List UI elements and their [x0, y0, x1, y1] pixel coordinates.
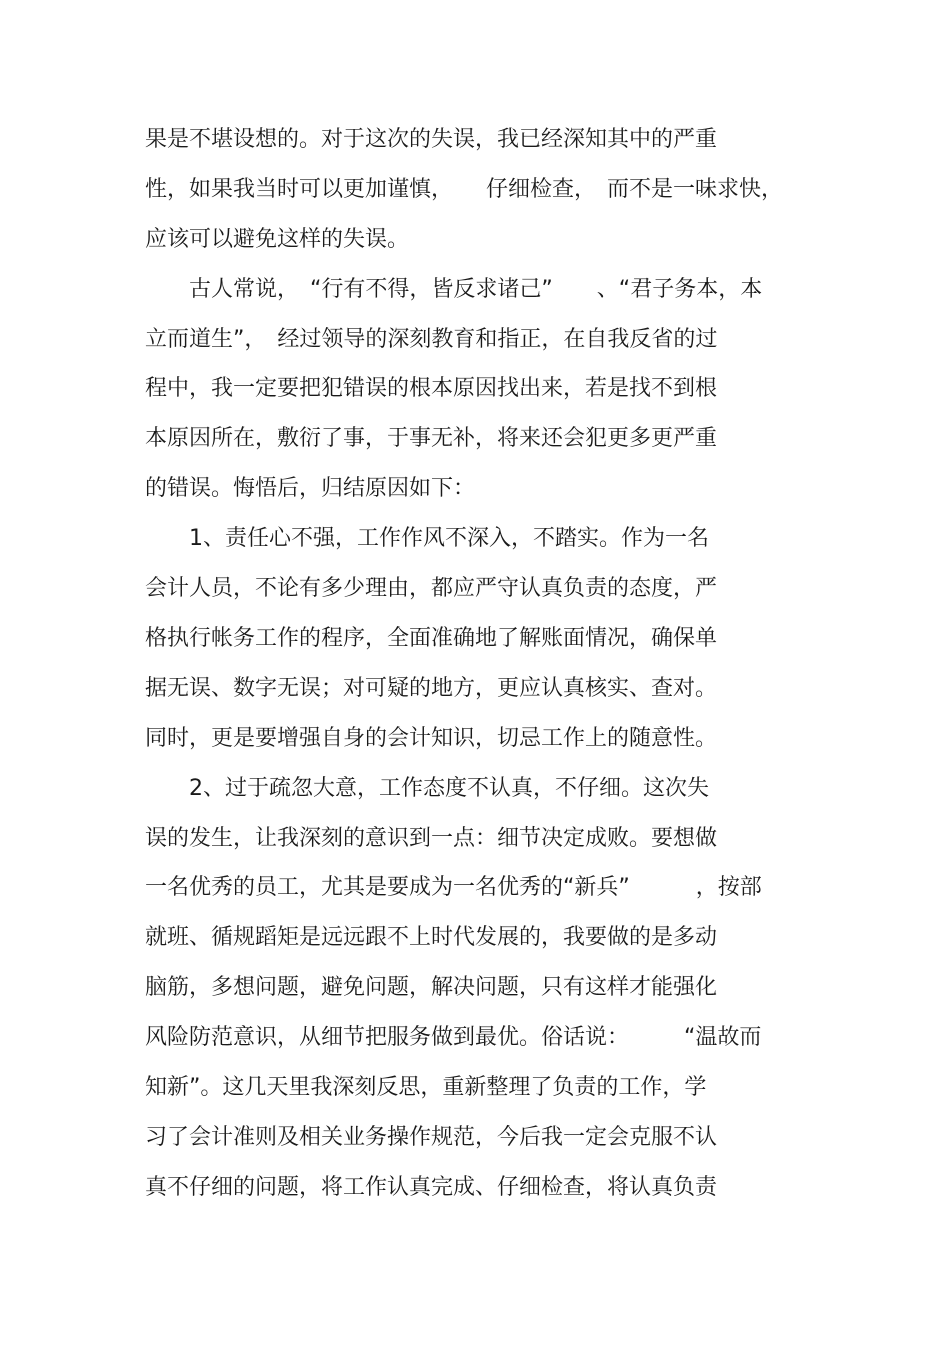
text-line-19: 风险防范意识，从细节把服务做到最优。俗话说： “温故而 — [145, 1025, 762, 1050]
text-line-1: 果是不堪设想的。对于这次的失误，我已经深知其中的严重 — [145, 127, 718, 152]
text-line-5: 立而道生”， 经过领导的深刻教育和指正，在自我反省的过 — [145, 327, 718, 352]
text-line-12: 据无误、数字无误；对可疑的地方，更应认真核实、查对。 — [145, 676, 718, 701]
text-line-13: 同时，更是要增强自身的会计知识，切忌工作上的随意性。 — [145, 726, 718, 751]
text-line-10: 会计人员，不论有多少理由，都应严守认真负责的态度，严 — [145, 576, 718, 601]
text-line-15: 误的发生，让我深刻的意识到一点：细节决定成败。要想做 — [145, 826, 718, 851]
text-line-14: 2、过于疏忽大意，工作态度不认真，不仔细。这次失 — [145, 776, 709, 801]
text-line-22: 真不仔细的问题，将工作认真完成、仔细检查，将认真负责 — [145, 1175, 718, 1200]
text-line-17: 就班、循规蹈矩是远远跟不上时代发展的，我要做的是多动 — [145, 925, 718, 950]
text-line-9: 1、责任心不强，工作作风不深入，不踏实。作为一名 — [145, 526, 709, 551]
text-line-7: 本原因所在，敷衍了事，于事无补，将来还会犯更多更严重 — [145, 426, 718, 451]
text-line-8: 的错误。悔悟后，归结原因如下： — [145, 476, 476, 501]
text-line-21: 习了会计准则及相关业务操作规范，今后我一定会克服不认 — [145, 1125, 718, 1150]
text-line-20: 知新”。这几天里我深刻反思，重新整理了负责的工作，学 — [145, 1075, 707, 1100]
text-line-6: 程中，我一定要把犯错误的根本原因找出来，若是找不到根 — [145, 376, 718, 401]
text-line-11: 格执行帐务工作的程序，全面准确地了解账面情况，确保单 — [145, 626, 718, 651]
text-line-4: 古人常说， “行有不得，皆反求诸己” 、“君子务本，本 — [145, 277, 763, 302]
text-line-2: 性，如果我当时可以更加谨慎， 仔细检查， 而不是一味求快， — [145, 177, 784, 202]
text-line-18: 脑筋，多想问题，避免问题，解决问题，只有这样才能强化 — [145, 975, 718, 1000]
text-line-3: 应该可以避免这样的失误。 — [145, 227, 410, 252]
text-line-16: 一名优秀的员工，尤其是要成为一名优秀的“新兵” ，按部 — [145, 875, 762, 900]
